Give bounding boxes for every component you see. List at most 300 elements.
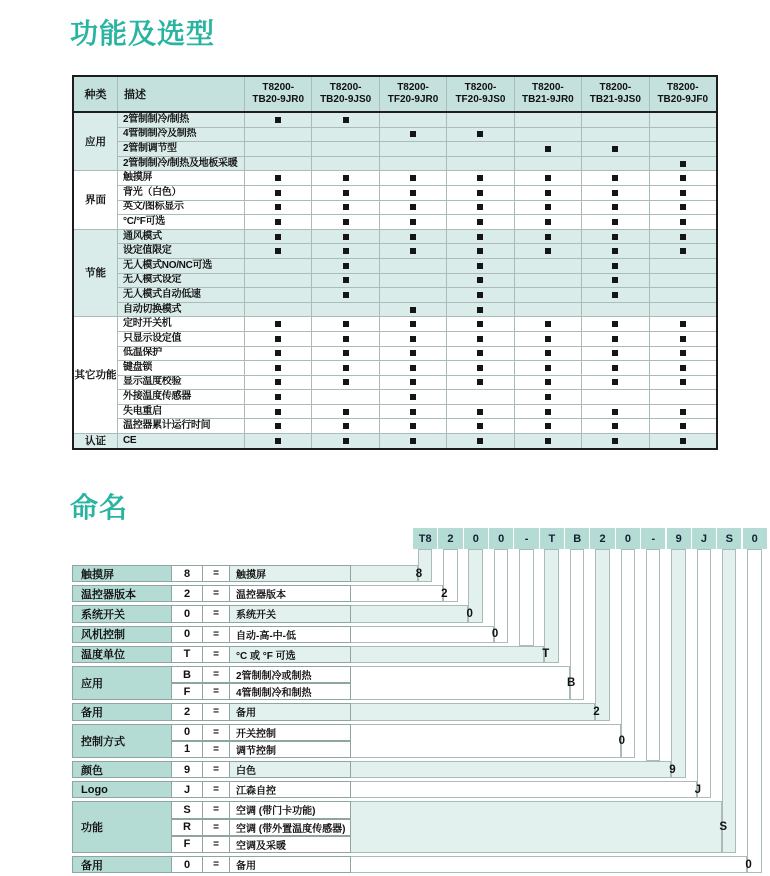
feature-mark-cell <box>312 273 379 288</box>
naming-connector-bar <box>350 781 697 798</box>
feature-mark-square <box>477 277 483 283</box>
feature-mark-cell <box>514 156 581 171</box>
feature-mark-cell <box>447 361 514 376</box>
feature-mark-square <box>612 146 618 152</box>
feature-mark-square <box>612 248 618 254</box>
feature-mark-square <box>680 379 686 385</box>
naming-code-cell: 2 <box>438 528 462 549</box>
feature-label-cell: 外接温度传感器 <box>118 390 245 405</box>
naming-value-cell: S <box>171 801 203 818</box>
feature-mark-cell <box>245 331 312 346</box>
feature-mark-cell <box>649 434 717 449</box>
feature-mark-cell <box>514 302 581 317</box>
feature-mark-cell <box>312 434 379 449</box>
feature-label-cell: 显示温度校验 <box>118 375 245 390</box>
feature-label-cell: 设定值限定 <box>118 244 245 259</box>
column-header-description: 描述 <box>118 76 245 112</box>
feature-mark-square <box>680 321 686 327</box>
naming-desc-cell: 空调 (带外置温度传感器) <box>229 819 351 836</box>
feature-mark-cell <box>312 331 379 346</box>
feature-mark-cell <box>447 273 514 288</box>
naming-category-cell: 触摸屏 <box>72 565 172 582</box>
feature-mark-square <box>477 423 483 429</box>
feature-mark-square <box>343 277 349 283</box>
naming-desc-cell: 温控器版本 <box>229 585 351 602</box>
feature-mark-cell <box>379 390 446 405</box>
feature-mark-cell <box>582 404 649 419</box>
feature-mark-square <box>612 204 618 210</box>
model-column-header: T8200- TF20-9JR0 <box>379 76 446 112</box>
naming-code-cell: 2 <box>590 528 614 549</box>
feature-row <box>73 331 717 346</box>
feature-mark-cell <box>245 302 312 317</box>
feature-mark-cell <box>245 112 312 127</box>
feature-mark-square <box>477 350 483 356</box>
feature-row <box>73 127 717 142</box>
feature-row <box>73 229 717 244</box>
naming-code-cell: S <box>717 528 741 549</box>
feature-row <box>73 258 717 273</box>
naming-code-value: B <box>566 677 576 690</box>
feature-row <box>73 346 717 361</box>
feature-mark-square <box>410 438 416 444</box>
naming-connector-bar <box>350 585 443 602</box>
feature-mark-cell <box>379 302 446 317</box>
feature-label-cell: 英文/图标显示 <box>118 200 245 215</box>
feature-label-cell: 温控器累计运行时间 <box>118 419 245 434</box>
feature-mark-square <box>680 350 686 356</box>
feature-mark-square <box>343 248 349 254</box>
naming-code-cell: J <box>692 528 716 549</box>
feature-mark-cell <box>582 390 649 405</box>
naming-connector-bar <box>350 856 747 873</box>
feature-mark-cell <box>245 244 312 259</box>
naming-code-value: 0 <box>466 607 473 620</box>
feature-label-cell: 无人模式自动低速 <box>118 288 245 303</box>
naming-eq-cell: = <box>202 605 230 622</box>
naming-value-cell: B <box>171 666 203 683</box>
feature-mark-square <box>477 190 483 196</box>
naming-value-cell: 2 <box>171 585 203 602</box>
feature-mark-cell <box>379 229 446 244</box>
feature-mark-cell <box>379 156 446 171</box>
feature-mark-cell <box>649 200 717 215</box>
naming-category-cell: 温度单位 <box>72 646 172 663</box>
feature-mark-square <box>680 175 686 181</box>
feature-mark-square <box>612 365 618 371</box>
naming-desc-cell: 备用 <box>229 856 351 873</box>
feature-mark-square <box>545 350 551 356</box>
feature-mark-square <box>680 234 686 240</box>
feature-mark-cell <box>447 346 514 361</box>
naming-category-cell: 系统开关 <box>72 605 172 622</box>
feature-mark-square <box>612 219 618 225</box>
feature-mark-square <box>680 248 686 254</box>
naming-value-cell: 2 <box>171 703 203 720</box>
feature-mark-cell <box>379 215 446 230</box>
feature-mark-square <box>410 394 416 400</box>
feature-mark-cell <box>245 419 312 434</box>
feature-mark-cell <box>514 317 581 332</box>
feature-mark-cell <box>649 156 717 171</box>
feature-mark-square <box>410 409 416 415</box>
feature-mark-cell <box>245 361 312 376</box>
feature-mark-square <box>612 379 618 385</box>
feature-label-cell: 键盘锁 <box>118 361 245 376</box>
feature-mark-square <box>612 190 618 196</box>
feature-mark-square <box>477 175 483 181</box>
feature-mark-square <box>275 219 281 225</box>
feature-mark-cell <box>649 171 717 186</box>
feature-mark-square <box>477 336 483 342</box>
feature-mark-cell <box>514 229 581 244</box>
feature-mark-cell <box>649 258 717 273</box>
feature-mark-square <box>477 234 483 240</box>
feature-mark-square <box>343 409 349 415</box>
feature-mark-cell <box>649 302 717 317</box>
feature-mark-square <box>410 379 416 385</box>
feature-mark-square <box>410 131 416 137</box>
naming-code-cell: 0 <box>743 528 767 549</box>
feature-mark-cell <box>447 112 514 127</box>
naming-eq-cell: = <box>202 819 230 836</box>
feature-row <box>73 317 717 332</box>
feature-mark-square <box>275 350 281 356</box>
feature-mark-cell <box>447 390 514 405</box>
feature-mark-square <box>410 365 416 371</box>
feature-mark-cell <box>514 200 581 215</box>
feature-mark-cell <box>312 200 379 215</box>
naming-category-cell: 功能 <box>72 801 172 853</box>
feature-mark-cell <box>312 127 379 142</box>
feature-mark-cell <box>649 273 717 288</box>
feature-mark-square <box>680 219 686 225</box>
naming-code-cell: T8 <box>413 528 437 549</box>
naming-category-cell: 备用 <box>72 856 172 873</box>
naming-eq-cell: = <box>202 565 230 582</box>
naming-eq-cell: = <box>202 761 230 778</box>
feature-mark-square <box>410 307 416 313</box>
feature-mark-square <box>680 365 686 371</box>
naming-code-value: 9 <box>669 763 676 776</box>
feature-label-cell: 无人模式NO/NC可选 <box>118 258 245 273</box>
naming-desc-cell: 江森自控 <box>229 781 351 798</box>
feature-mark-square <box>612 423 618 429</box>
naming-code-value: S <box>719 821 728 834</box>
feature-label-cell: 背光（白色） <box>118 185 245 200</box>
feature-mark-cell <box>379 361 446 376</box>
feature-mark-square <box>545 234 551 240</box>
feature-row <box>73 361 717 376</box>
feature-mark-cell <box>447 434 514 449</box>
feature-mark-square <box>477 379 483 385</box>
category-cell: 节能 <box>73 229 118 317</box>
category-cell: 认证 <box>73 434 118 449</box>
naming-desc-cell: 开关控制 <box>229 724 351 741</box>
naming-eq-cell: = <box>202 703 230 720</box>
feature-mark-cell <box>582 185 649 200</box>
feature-mark-square <box>477 438 483 444</box>
feature-mark-cell <box>447 317 514 332</box>
feature-mark-square <box>410 423 416 429</box>
naming-category-cell: 应用 <box>72 666 172 700</box>
feature-mark-square <box>410 248 416 254</box>
feature-mark-cell <box>245 404 312 419</box>
feature-mark-cell <box>312 404 379 419</box>
feature-mark-cell <box>447 244 514 259</box>
feature-label-cell: 2管制制冷/制热及地板采暖 <box>118 156 245 171</box>
feature-mark-square <box>477 365 483 371</box>
naming-connector-bar <box>350 703 595 720</box>
feature-mark-cell <box>312 258 379 273</box>
feature-label-cell: 只显示设定值 <box>118 331 245 346</box>
naming-category-cell: 颜色 <box>72 761 172 778</box>
feature-label-cell: 4管制制冷及制热 <box>118 127 245 142</box>
naming-category-cell: 控制方式 <box>72 724 172 758</box>
feature-mark-square <box>545 409 551 415</box>
feature-label-cell: 失电重启 <box>118 404 245 419</box>
feature-row <box>73 215 717 230</box>
feature-mark-square <box>612 321 618 327</box>
feature-mark-square <box>477 307 483 313</box>
feature-mark-cell <box>514 142 581 157</box>
feature-mark-cell <box>582 215 649 230</box>
feature-mark-cell <box>379 185 446 200</box>
naming-code-value: 2 <box>593 705 600 718</box>
model-column-header: T8200- TF20-9JS0 <box>447 76 514 112</box>
feature-mark-cell <box>379 419 446 434</box>
naming-desc-cell: 调节控制 <box>229 741 351 758</box>
feature-row <box>73 171 717 186</box>
feature-mark-square <box>545 379 551 385</box>
model-column-header: T8200- TB21-9JS0 <box>582 76 649 112</box>
feature-mark-cell <box>514 258 581 273</box>
feature-mark-cell <box>245 390 312 405</box>
feature-mark-square <box>275 438 281 444</box>
naming-column-line <box>595 549 610 721</box>
feature-mark-square <box>343 117 349 123</box>
feature-mark-cell <box>514 273 581 288</box>
naming-code-value: J <box>694 783 702 796</box>
feature-row <box>73 112 717 127</box>
naming-diagram <box>0 525 770 876</box>
feature-mark-square <box>612 263 618 269</box>
feature-mark-cell <box>582 317 649 332</box>
feature-mark-cell <box>582 244 649 259</box>
feature-mark-square <box>343 350 349 356</box>
naming-desc-cell: 自动-高-中-低 <box>229 626 351 643</box>
feature-mark-cell <box>582 419 649 434</box>
naming-desc-cell: °C 或 °F 可选 <box>229 646 351 663</box>
feature-mark-cell <box>582 127 649 142</box>
feature-mark-cell <box>649 215 717 230</box>
feature-mark-cell <box>649 346 717 361</box>
feature-mark-cell <box>447 258 514 273</box>
feature-mark-cell <box>379 331 446 346</box>
feature-mark-square <box>680 161 686 167</box>
feature-mark-cell <box>312 375 379 390</box>
feature-mark-cell <box>514 112 581 127</box>
feature-mark-square <box>343 423 349 429</box>
feature-mark-cell <box>582 331 649 346</box>
feature-mark-square <box>545 365 551 371</box>
feature-mark-cell <box>379 434 446 449</box>
feature-mark-cell <box>245 288 312 303</box>
feature-mark-cell <box>649 142 717 157</box>
naming-dash-column-line <box>519 549 534 646</box>
feature-mark-cell <box>447 404 514 419</box>
feature-mark-cell <box>514 127 581 142</box>
naming-connector-bar <box>350 666 570 700</box>
feature-mark-square <box>477 292 483 298</box>
naming-column-line <box>697 549 712 798</box>
feature-mark-cell <box>312 302 379 317</box>
naming-connector-bar <box>350 801 722 853</box>
feature-mark-cell <box>447 156 514 171</box>
naming-category-cell: Logo <box>72 781 172 798</box>
feature-mark-square <box>343 263 349 269</box>
model-column-header: T8200- TB20-9JR0 <box>245 76 312 112</box>
feature-label-cell: °C/°F可选 <box>118 215 245 230</box>
feature-mark-square <box>343 321 349 327</box>
naming-value-cell: 8 <box>171 565 203 582</box>
naming-value-cell: 9 <box>171 761 203 778</box>
naming-value-cell: 0 <box>171 724 203 741</box>
feature-mark-square <box>612 409 618 415</box>
feature-mark-cell <box>447 288 514 303</box>
feature-mark-square <box>343 175 349 181</box>
feature-mark-cell <box>379 288 446 303</box>
feature-mark-cell <box>582 302 649 317</box>
category-cell: 其它功能 <box>73 317 118 434</box>
category-cell: 应用 <box>73 112 118 171</box>
feature-mark-cell <box>447 302 514 317</box>
column-header-category: 种类 <box>73 76 118 112</box>
feature-mark-cell <box>245 200 312 215</box>
naming-column-line <box>671 549 686 778</box>
feature-mark-cell <box>379 273 446 288</box>
model-column-header: T8200- TB20-9JS0 <box>312 76 379 112</box>
feature-mark-cell <box>312 215 379 230</box>
feature-mark-square <box>275 234 281 240</box>
naming-category-cell: 风机控制 <box>72 626 172 643</box>
feature-mark-cell <box>514 434 581 449</box>
feature-mark-cell <box>312 112 379 127</box>
feature-mark-square <box>612 175 618 181</box>
feature-mark-cell <box>245 127 312 142</box>
feature-mark-cell <box>582 229 649 244</box>
feature-mark-cell <box>649 127 717 142</box>
feature-mark-cell <box>312 317 379 332</box>
feature-mark-cell <box>582 288 649 303</box>
feature-mark-square <box>545 321 551 327</box>
feature-mark-square <box>410 219 416 225</box>
feature-mark-square <box>343 190 349 196</box>
feature-mark-cell <box>649 112 717 127</box>
feature-mark-square <box>612 234 618 240</box>
naming-value-cell: J <box>171 781 203 798</box>
feature-mark-cell <box>582 156 649 171</box>
naming-desc-cell: 触摸屏 <box>229 565 351 582</box>
feature-mark-cell <box>379 127 446 142</box>
naming-desc-cell: 白色 <box>229 761 351 778</box>
feature-row <box>73 404 717 419</box>
feature-mark-square <box>680 438 686 444</box>
feature-mark-cell <box>582 375 649 390</box>
feature-mark-cell <box>312 142 379 157</box>
feature-mark-cell <box>514 404 581 419</box>
feature-mark-square <box>477 219 483 225</box>
feature-row <box>73 273 717 288</box>
feature-mark-square <box>343 379 349 385</box>
feature-mark-cell <box>245 215 312 230</box>
naming-desc-cell: 空调及采暖 <box>229 836 351 853</box>
feature-mark-cell <box>582 112 649 127</box>
feature-mark-cell <box>649 317 717 332</box>
feature-mark-cell <box>649 390 717 405</box>
feature-row <box>73 200 717 215</box>
feature-mark-square <box>275 321 281 327</box>
feature-mark-cell <box>379 258 446 273</box>
feature-mark-cell <box>379 200 446 215</box>
section-title-naming: 命名 <box>70 492 129 523</box>
naming-connector-bar <box>350 626 494 643</box>
feature-mark-cell <box>582 258 649 273</box>
naming-value-cell: 1 <box>171 741 203 758</box>
naming-code-cell: 0 <box>616 528 640 549</box>
feature-label-cell: 触摸屏 <box>118 171 245 186</box>
feature-mark-cell <box>514 331 581 346</box>
feature-mark-square <box>545 336 551 342</box>
feature-mark-cell <box>312 244 379 259</box>
feature-mark-square <box>477 409 483 415</box>
naming-code-value: T <box>542 648 550 661</box>
feature-mark-square <box>545 248 551 254</box>
feature-row <box>73 142 717 157</box>
feature-mark-square <box>545 394 551 400</box>
feature-mark-square <box>410 234 416 240</box>
feature-mark-cell <box>245 434 312 449</box>
feature-mark-cell <box>312 229 379 244</box>
feature-row <box>73 390 717 405</box>
feature-mark-cell <box>447 142 514 157</box>
feature-row <box>73 156 717 171</box>
category-cell: 界面 <box>73 171 118 229</box>
feature-mark-cell <box>245 258 312 273</box>
feature-mark-cell <box>582 361 649 376</box>
naming-eq-cell: = <box>202 801 230 818</box>
feature-mark-cell <box>312 390 379 405</box>
feature-mark-square <box>680 336 686 342</box>
feature-mark-cell <box>312 156 379 171</box>
feature-mark-cell <box>649 185 717 200</box>
feature-mark-cell <box>245 229 312 244</box>
feature-mark-square <box>680 423 686 429</box>
feature-mark-cell <box>582 142 649 157</box>
feature-mark-cell <box>379 244 446 259</box>
feature-mark-cell <box>245 346 312 361</box>
feature-mark-cell <box>312 361 379 376</box>
feature-mark-cell <box>514 288 581 303</box>
feature-mark-cell <box>312 185 379 200</box>
naming-connector-bar <box>350 605 468 622</box>
naming-value-cell: 0 <box>171 626 203 643</box>
feature-mark-square <box>612 438 618 444</box>
feature-mark-cell <box>245 273 312 288</box>
feature-mark-square <box>477 204 483 210</box>
feature-mark-cell <box>514 185 581 200</box>
feature-mark-cell <box>447 215 514 230</box>
